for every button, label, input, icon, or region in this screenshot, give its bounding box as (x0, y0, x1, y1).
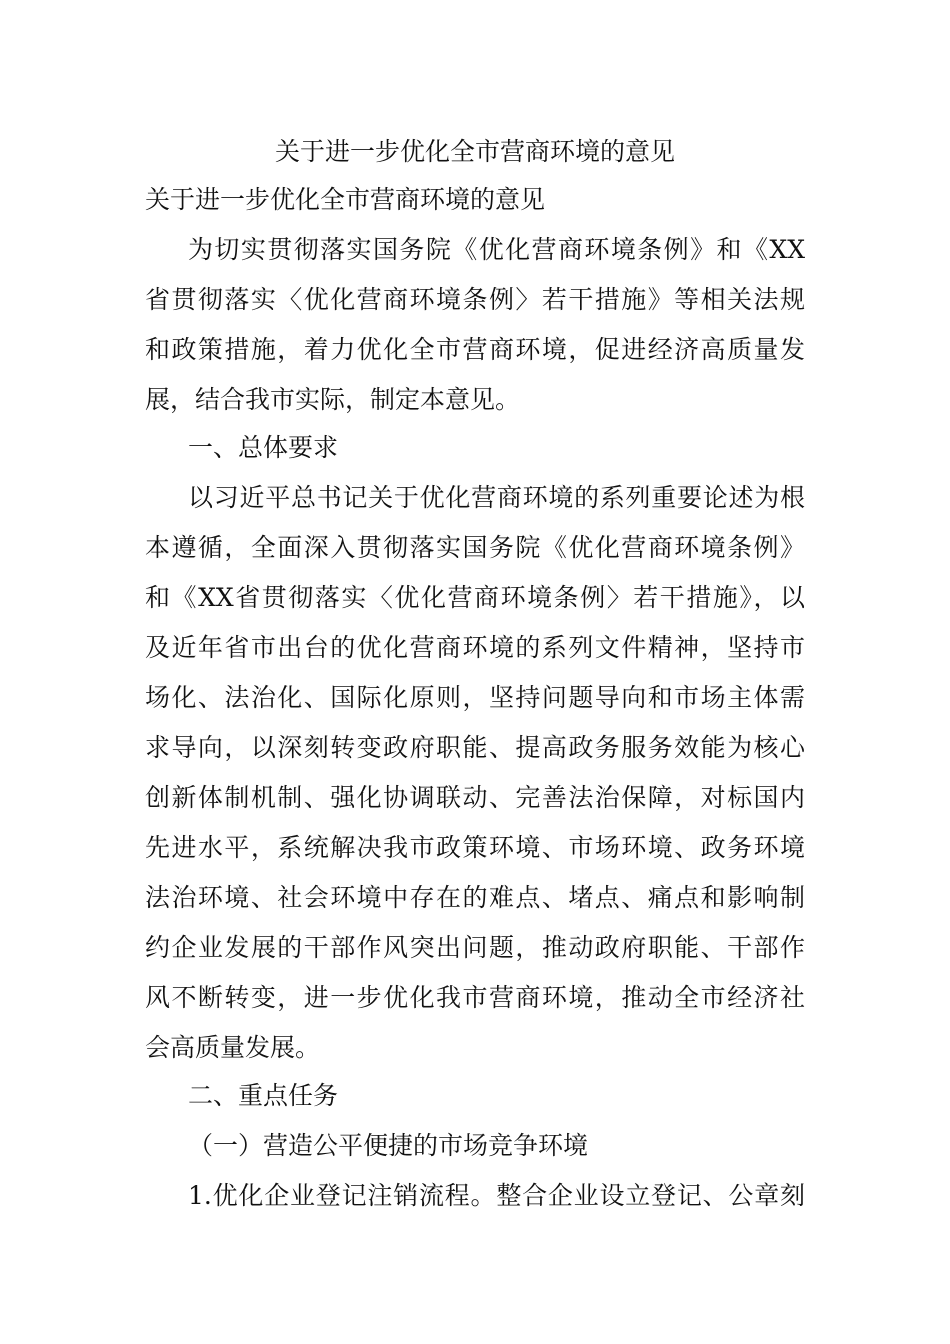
paragraph-line: 以习近平总书记关于优化营商环境的系列重要论述为根 (188, 483, 805, 512)
paragraph-line: 及近年省市出台的优化营商环境的系列文件精神，坚持市 (145, 633, 805, 662)
paragraph-line: 先进水平，系统解决我市政策环境、市场环境、政务环境 (145, 833, 805, 862)
paragraph-line: 法治环境、社会环境中存在的难点、堵点、痛点和影响制 (145, 883, 805, 912)
paragraph-line: 和政策措施，着力优化全市营商环境，促进经济高质量发 (145, 335, 805, 364)
document-subtitle: 关于进一步优化全市营商环境的意见 (145, 185, 546, 214)
paragraph-line: 和《XX省贯彻落实〈优化营商环境条例〉若干措施》，以 (145, 583, 805, 612)
paragraph-line: 为切实贯彻落实国务院《优化营商环境条例》和《XX (188, 235, 805, 264)
paragraph-line: 本遵循，全面深入贯彻落实国务院《优化营商环境条例》 (145, 533, 805, 562)
paragraph-line: 省贯彻落实〈优化营商环境条例〉若干措施》等相关法规 (145, 285, 805, 314)
paragraph-line: 场化、法治化、国际化原则，坚持问题导向和市场主体需 (145, 683, 805, 712)
paragraph-line: 风不断转变，进一步优化我市营商环境，推动全市经济社 (145, 983, 805, 1012)
section-heading: 二、重点任务 (188, 1081, 339, 1110)
paragraph-line: 1.优化企业登记注销流程。整合企业设立登记、公章刻 (188, 1181, 805, 1210)
document-title: 关于进一步优化全市营商环境的意见 (274, 137, 675, 166)
section-heading: 一、总体要求 (188, 433, 339, 462)
paragraph-line: 求导向，以深刻转变政府职能、提高政务服务效能为核心 (145, 733, 805, 762)
paragraph-line: 会高质量发展。 (145, 1033, 321, 1062)
paragraph-line: 展，结合我市实际，制定本意见。 (145, 385, 521, 414)
paragraph-line: 创新体制机制、强化协调联动、完善法治保障，对标国内 (145, 783, 805, 812)
paragraph-line: 约企业发展的干部作风突出问题，推动政府职能、干部作 (145, 933, 805, 962)
subsection-heading: （一）营造公平便捷的市场竞争环境 (188, 1131, 589, 1160)
